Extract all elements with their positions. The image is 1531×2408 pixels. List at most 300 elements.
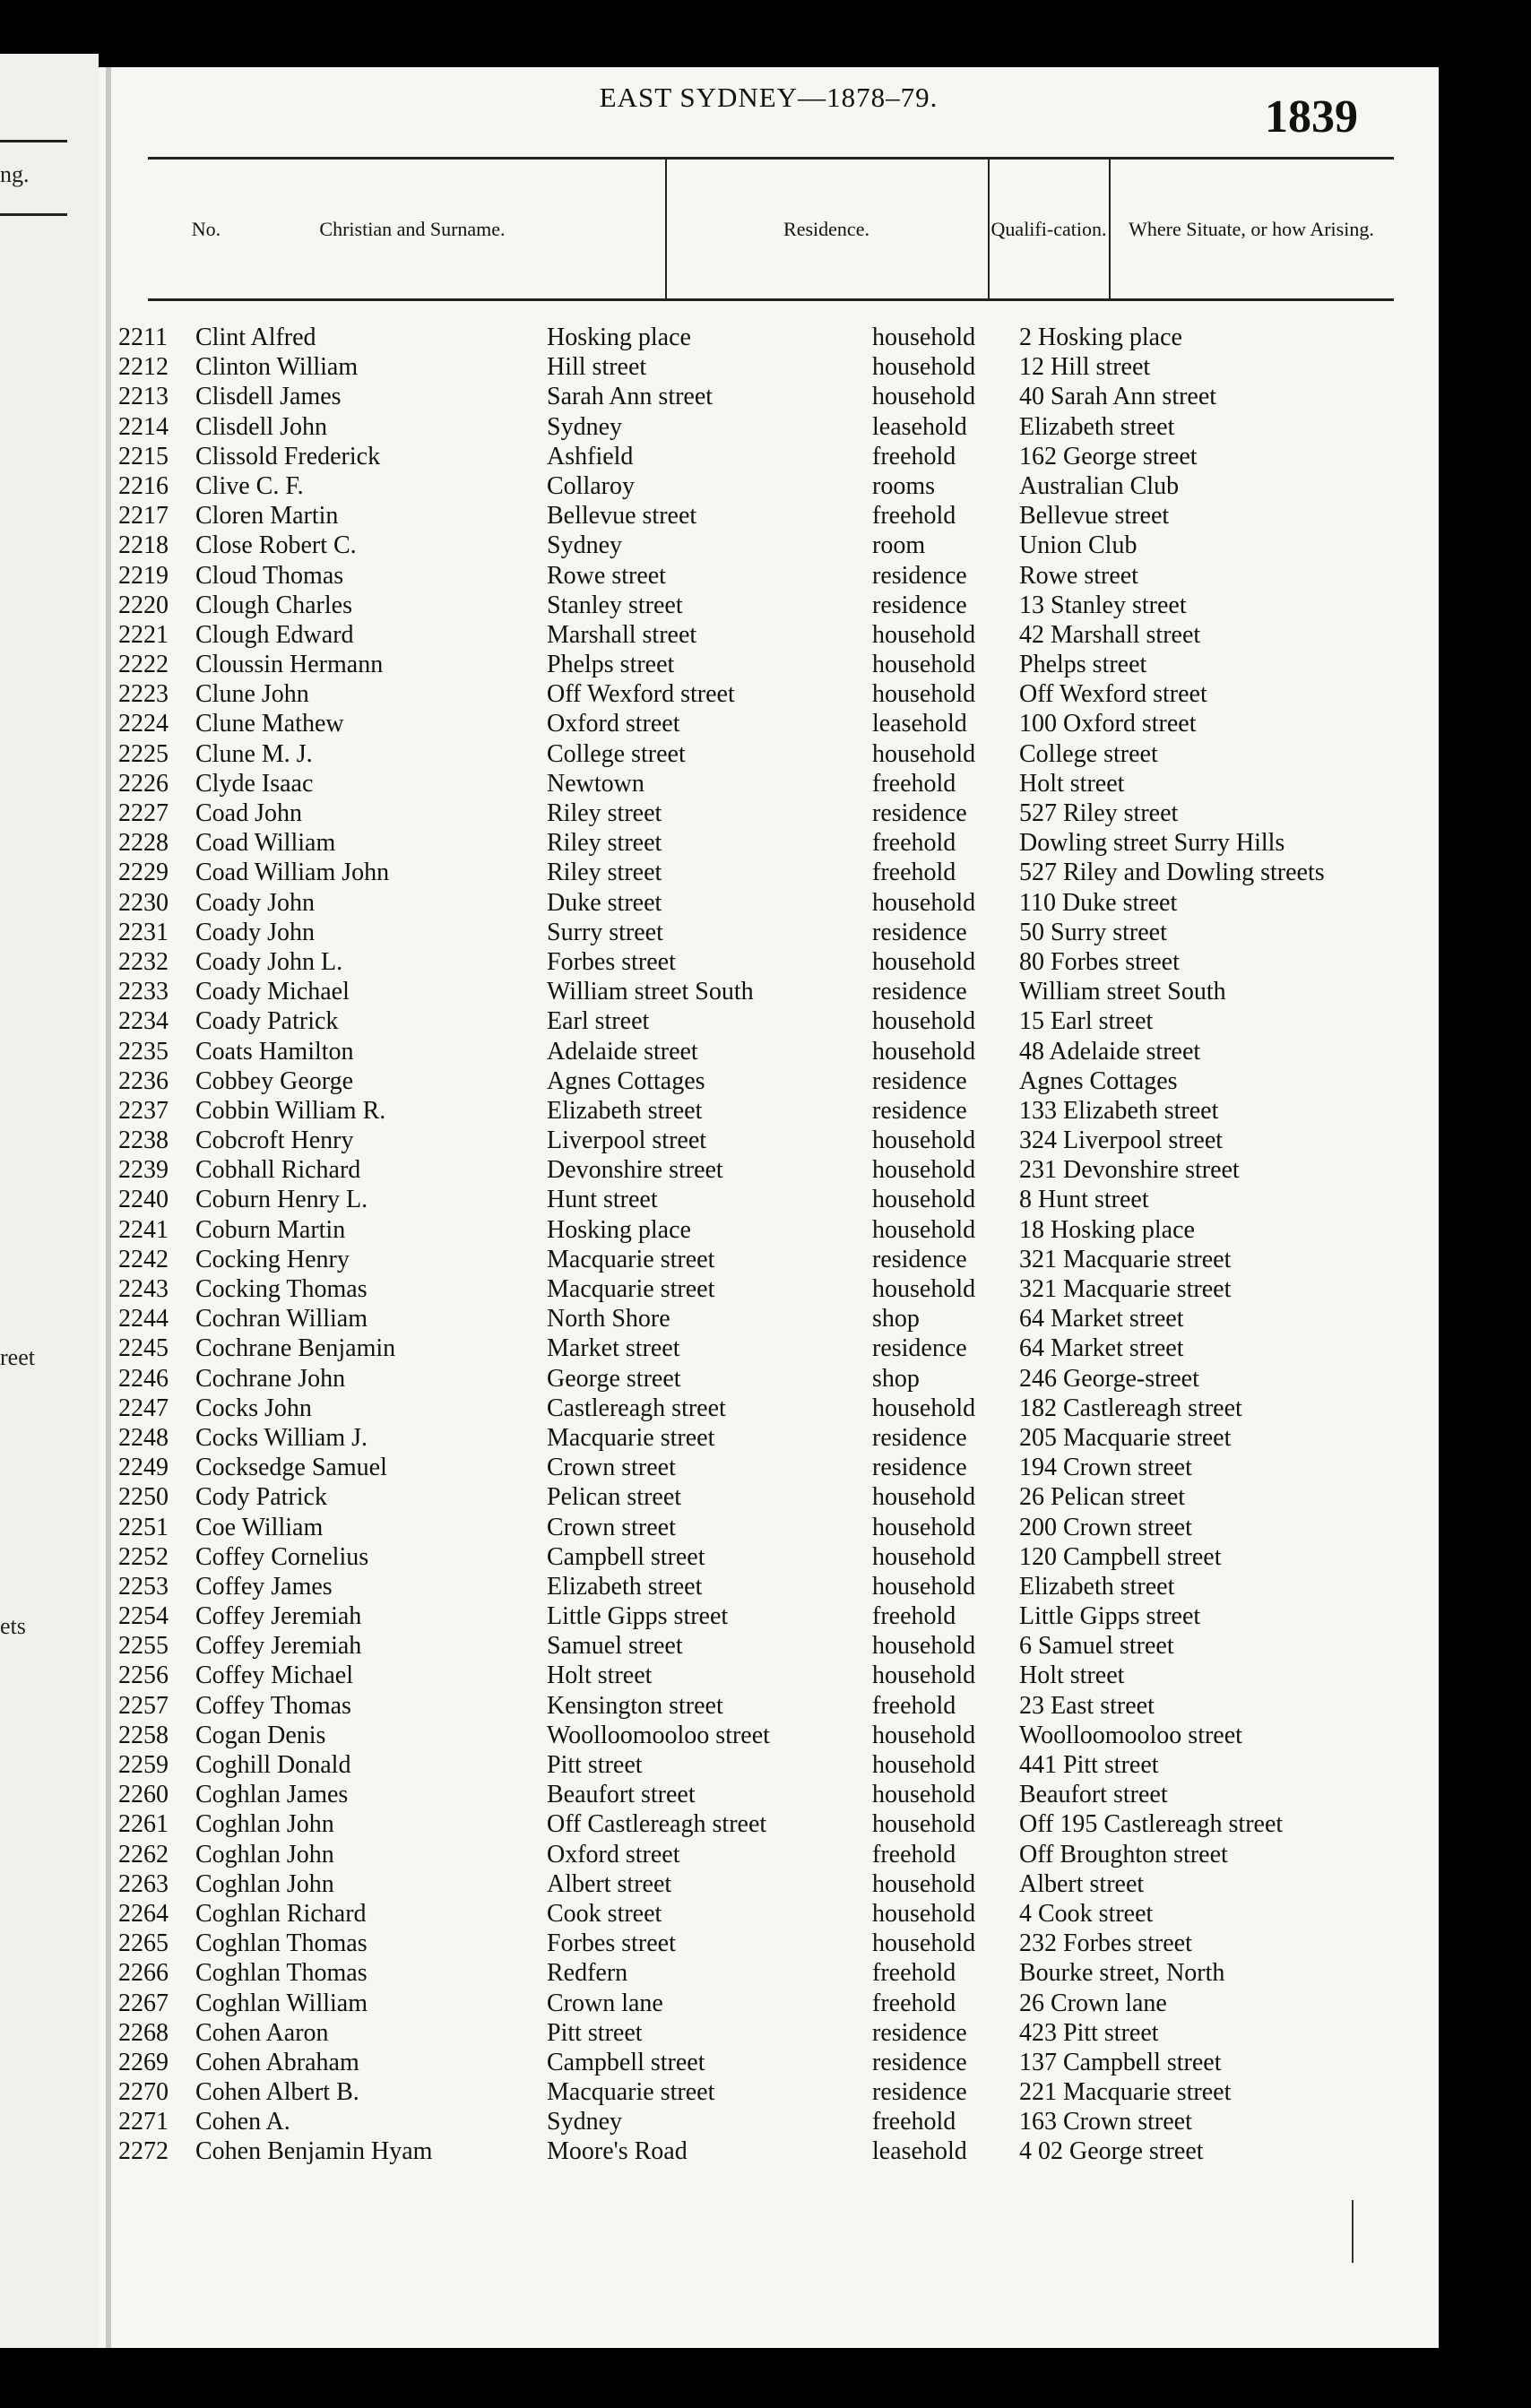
entry-number: 2225 [118,739,169,768]
table-row [99,1869,1439,1899]
entry-number: 2257 [118,1691,169,1720]
entry-name: Coad William [195,829,336,858]
table-row [99,1037,1439,1066]
table-row [99,412,1439,442]
entry-where: William street South [1019,978,1226,1006]
entry-where: 163 Crown street [1019,2108,1192,2136]
entry-number: 2211 [118,324,168,351]
entry-residence: Forbes street [547,1929,676,1958]
entry-where: 8 Hunt street [1019,1186,1149,1214]
entry-residence: Earl street [547,1007,650,1036]
entry-name: Clyde Isaac [195,769,314,798]
table-row [99,1542,1439,1572]
table-row [99,1989,1439,2018]
entry-residence: Newtown [547,769,644,798]
entry-where: 64 Market street [1019,1305,1184,1333]
entry-number: 2233 [118,978,169,1006]
entry-number: 2214 [118,412,169,441]
entry-residence: Marshall street [547,620,697,649]
entry-qualification: freehold [872,1691,956,1720]
entry-qualification: household [872,888,976,917]
table-row [99,2048,1439,2077]
entry-where: Australian Club [1019,471,1180,500]
table-row [99,1601,1439,1631]
header-qualification: Qualifi-cation. [990,217,1107,240]
entry-where: 162 George street [1019,442,1198,470]
entry-qualification: household [872,1542,976,1571]
entry-number: 2249 [118,1454,169,1482]
entry-where: 2 Hosking place [1019,324,1182,351]
entry-name: Cogan Denis [195,1721,326,1749]
entry-residence: Beaufort street [547,1781,696,1809]
entry-residence: Adelaide street [547,1037,698,1066]
entry-where: Agnes Cottages [1019,1066,1178,1095]
entry-number: 2248 [118,1423,169,1452]
entry-residence: Market street [547,1334,680,1363]
entry-qualification: residence [872,561,967,590]
entry-where: 110 Duke street [1019,888,1178,917]
entry-number: 2235 [118,1037,169,1066]
entry-number: 2215 [118,442,169,470]
entry-qualification: residence [872,1334,967,1363]
entry-qualification: residence [872,2078,967,2107]
table-row [99,858,1439,887]
entry-residence: Devonshire street [547,1156,723,1185]
entry-name: Cochran William [195,1305,368,1333]
entry-name: Coburn Martin [195,1215,346,1244]
entry-qualification: household [872,1899,976,1928]
entry-name: Cobcroft Henry [195,1126,354,1155]
entry-number: 2253 [118,1572,169,1601]
ink-mark [1352,2200,1354,2263]
table-row [99,2077,1439,2107]
entry-number: 2236 [118,1066,169,1095]
previous-page-fragment: ets [0,1613,26,1639]
entry-number: 2231 [118,918,169,946]
entry-number: 2265 [118,1929,169,1958]
entry-residence: Phelps street [547,651,675,679]
entry-residence: Redfern [547,1959,628,1988]
entry-qualification: household [872,1721,976,1749]
entry-where: 246 George-street [1019,1364,1199,1393]
entry-qualification: household [872,324,976,351]
entry-residence: Campbell street [547,2048,705,2076]
table-row [99,471,1439,501]
entry-name: Cobbin William R. [195,1096,386,1125]
table-row [99,1423,1439,1453]
entry-qualification: leasehold [872,412,967,441]
entry-name: Coats Hamilton [195,1037,354,1066]
entry-residence: Albert street [547,1869,672,1898]
entry-name: Cohen Aaron [195,2018,329,2047]
table-row [99,1840,1439,1869]
entry-name: Coghill Donald [195,1751,351,1779]
entry-qualification: household [872,947,976,976]
table-row [99,918,1439,947]
entry-qualification: room [872,531,926,560]
previous-page-rule [0,213,67,216]
entry-name: Coffey Thomas [195,1691,351,1720]
header-residence: Residence. [783,217,869,240]
entry-number: 2227 [118,799,169,827]
entry-where: 527 Riley and Dowling streets [1019,859,1325,887]
entry-name: Coghlan John [195,1869,334,1898]
table-row [99,1453,1439,1482]
page-title: EAST SYDNEY—1878–79. [599,82,938,113]
entry-qualification: freehold [872,1602,956,1631]
entry-name: Coburn Henry L. [195,1186,368,1214]
entry-name: Clissold Frederick [195,442,381,470]
entry-residence: Cook street [547,1899,662,1928]
entry-qualification: residence [872,1066,967,1095]
entry-residence: Campbell street [547,1542,705,1571]
entry-qualification: freehold [872,829,956,858]
entry-number: 2242 [118,1245,169,1273]
previous-page-fragment: reet [0,1344,35,1370]
entry-where: 324 Liverpool street [1019,1126,1224,1155]
entry-number: 2219 [118,561,169,590]
entry-number: 2260 [118,1781,169,1809]
entry-where: 80 Forbes street [1019,947,1180,976]
table-row [99,1929,1439,1958]
entry-number: 2255 [118,1632,169,1661]
entry-residence: Hunt street [547,1186,658,1214]
entry-qualification: household [872,1394,976,1422]
entry-residence: Kensington street [547,1691,723,1720]
entry-where: Woolloomooloo street [1019,1721,1242,1749]
entry-residence: Little Gipps street [547,1602,729,1631]
entry-number: 2221 [118,620,169,649]
table-row [99,1096,1439,1126]
entry-qualification: freehold [872,502,956,531]
entry-residence: College street [547,739,686,768]
entry-residence: Rowe street [547,561,666,590]
entry-qualification: residence [872,2048,967,2076]
table-row [99,1304,1439,1333]
entry-qualification: residence [872,1454,967,1482]
entry-name: Coad John [195,799,302,827]
table-row [99,501,1439,531]
entry-residence: Ashfield [547,442,634,470]
entry-residence: Macquarie street [547,2078,715,2107]
table-row [99,1245,1439,1274]
entry-qualification: household [872,383,976,411]
table-row [99,1513,1439,1542]
table-row [99,709,1439,738]
entry-where: Off Broughton street [1019,1840,1228,1869]
table-row [99,739,1439,769]
entry-number: 2268 [118,2018,169,2047]
entry-where: 182 Castlereagh street [1019,1394,1242,1422]
entry-number: 2237 [118,1096,169,1125]
entry-residence: Collaroy [547,471,635,500]
table-row [99,561,1439,591]
entry-where: Bellevue street [1019,502,1170,531]
entry-name: Cocking Henry [195,1245,350,1273]
entry-name: Coghlan Richard [195,1899,367,1928]
entry-residence: Sydney [547,2108,622,2136]
entry-where: Off Wexford street [1019,680,1207,709]
entry-number: 2259 [118,1751,169,1779]
entry-residence: Elizabeth street [547,1096,703,1125]
entry-name: Clisdell John [195,412,328,441]
entry-where: 133 Elizabeth street [1019,1096,1219,1125]
entry-qualification: household [872,680,976,709]
entry-qualification: leasehold [872,710,967,738]
table-row [99,1691,1439,1721]
entry-residence: Pitt street [547,1751,643,1779]
table-row [99,947,1439,977]
entry-number: 2247 [118,1394,169,1422]
entry-residence: Surry street [547,918,663,946]
page-number: 1839 [1265,91,1358,142]
entry-number: 2218 [118,531,169,560]
entry-qualification: freehold [872,859,956,887]
entry-number: 2244 [118,1305,169,1333]
entry-residence: Elizabeth street [547,1572,703,1601]
entry-number: 2262 [118,1840,169,1869]
entry-name: Cohen A. [195,2108,290,2136]
entry-qualification: household [872,1661,976,1690]
entry-residence: Crown street [547,1454,676,1482]
entry-name: Clisdell James [195,383,342,411]
entry-number: 2270 [118,2078,169,2107]
header-divider [988,160,990,298]
entry-name: Cohen Abraham [195,2048,359,2076]
entry-residence: Agnes Cottages [547,1066,705,1095]
entry-number: 2220 [118,591,169,619]
entry-number: 2226 [118,769,169,798]
entry-residence: Moore's Road [547,2137,688,2166]
entry-number: 2271 [118,2108,169,2136]
entry-residence: Sydney [547,412,622,441]
entry-qualification: household [872,1156,976,1185]
entry-qualification: residence [872,1096,967,1125]
previous-page-edge [0,54,99,2348]
entry-where: 321 Macquarie street [1019,1245,1232,1273]
table-row [99,1631,1439,1661]
entry-number: 2239 [118,1156,169,1185]
entry-qualification: household [872,1513,976,1541]
register-page [99,67,1439,2348]
entry-where: Elizabeth street [1019,1572,1175,1601]
entry-number: 2232 [118,947,169,976]
entry-number: 2250 [118,1483,169,1512]
entry-name: Coady John [195,888,315,917]
table-row [99,323,1439,352]
table-row [99,1333,1439,1363]
entry-name: Close Robert C. [195,531,357,560]
entry-qualification: residence [872,978,967,1006]
entry-where: Bourke street, North [1019,1959,1225,1988]
entry-where: 15 Earl street [1019,1007,1154,1036]
entry-where: Union Club [1019,531,1137,560]
entry-name: Coghlan John [195,1810,334,1839]
table-row [99,1572,1439,1601]
entry-number: 2266 [118,1959,169,1988]
table-row [99,382,1439,411]
entry-where: Holt street [1019,1661,1125,1690]
entry-number: 2272 [118,2137,169,2166]
table-row [99,679,1439,709]
entry-where: 221 Macquarie street [1019,2078,1232,2107]
entry-where: 205 Macquarie street [1019,1423,1232,1452]
entry-residence: Sarah Ann street [547,383,714,411]
entry-name: Cochrane Benjamin [195,1334,396,1363]
previous-page-fragment: ng. [0,161,30,187]
table-row [99,798,1439,828]
entry-name: Coghlan William [195,1989,368,2017]
entry-name: Coffey Jeremiah [195,1632,362,1661]
table-row [99,1750,1439,1780]
entry-where: 100 Oxford street [1019,710,1197,738]
entry-qualification: household [872,1215,976,1244]
entry-residence: North Shore [547,1305,670,1333]
entry-residence: William street South [547,978,754,1006]
entry-qualification: household [872,1483,976,1512]
entry-qualification: household [872,1275,976,1303]
table-row [99,1809,1439,1839]
entry-qualification: household [872,651,976,679]
entry-qualification: freehold [872,2108,956,2136]
entry-qualification: household [872,1126,976,1155]
entry-where: Rowe street [1019,561,1138,590]
entry-qualification: freehold [872,1959,956,1988]
entry-residence: Holt street [547,1661,653,1690]
entry-residence: George street [547,1364,681,1393]
entry-qualification: household [872,1781,976,1809]
table-row [99,1126,1439,1155]
entry-qualification: rooms [872,471,935,500]
entry-where: Beaufort street [1019,1781,1168,1809]
entry-name: Cloren Martin [195,502,339,531]
table-row [99,1185,1439,1214]
entry-qualification: household [872,1007,976,1036]
entry-where: 13 Stanley street [1019,591,1187,619]
entry-name: Coffey James [195,1572,333,1601]
entry-name: Cohen Benjamin Hyam [195,2137,433,2166]
entry-name: Cochrane John [195,1364,346,1393]
table-row [99,828,1439,858]
entry-where: 50 Surry street [1019,918,1167,946]
table-row [99,1394,1439,1423]
entry-residence: Hosking place [547,324,691,351]
entry-qualification: residence [872,918,967,946]
entry-residence: Crown street [547,1513,676,1541]
entry-name: Coady Michael [195,978,350,1006]
entry-number: 2261 [118,1810,169,1839]
entry-name: Cocksedge Samuel [195,1454,387,1482]
table-row [99,1155,1439,1185]
entry-name: Coghlan James [195,1781,349,1809]
table-row [99,1721,1439,1750]
entry-where: 321 Macquarie street [1019,1275,1232,1303]
entry-qualification: residence [872,799,967,827]
entry-name: Clune John [195,680,309,709]
entry-where: 441 Pitt street [1019,1751,1159,1779]
entry-name: Clinton William [195,353,359,382]
entry-where: Little Gipps street [1019,1602,1201,1631]
entry-where: 40 Sarah Ann street [1019,383,1217,411]
table-row [99,1661,1439,1690]
entry-where: 26 Crown lane [1019,1989,1167,2017]
table-row [99,2136,1439,2166]
entry-number: 2229 [118,859,169,887]
entry-name: Clune M. J. [195,739,313,768]
entry-residence: Riley street [547,799,662,827]
entry-number: 2213 [118,383,169,411]
entry-where: 232 Forbes street [1019,1929,1192,1958]
entry-number: 2217 [118,502,169,531]
header-where: Where Situate, or how Arising. [1129,217,1374,240]
entry-name: Clough Edward [195,620,354,649]
previous-page-rule [0,140,67,142]
entry-qualification: household [872,739,976,768]
entry-qualification: residence [872,2018,967,2047]
entry-qualification: shop [872,1305,920,1333]
entry-number: 2267 [118,1989,169,2017]
entry-number: 2216 [118,471,169,500]
entry-where: 48 Adelaide street [1019,1037,1201,1066]
entry-name: Coffey Jeremiah [195,1602,362,1631]
table-row [99,1899,1439,1929]
entry-where: 6 Samuel street [1019,1632,1174,1661]
table-row [99,2018,1439,2048]
entry-number: 2263 [118,1869,169,1898]
entry-name: Cohen Albert B. [195,2078,359,2107]
entry-qualification: freehold [872,442,956,470]
entry-residence: Sydney [547,531,622,560]
table-row [99,769,1439,798]
entry-where: 18 Hosking place [1019,1215,1195,1244]
entry-name: Coghlan John [195,1840,334,1869]
entry-number: 2252 [118,1542,169,1571]
entry-number: 2241 [118,1215,169,1244]
entry-name: Clough Charles [195,591,352,619]
table-row [99,1066,1439,1096]
entry-qualification: residence [872,1245,967,1273]
entry-residence: Stanley street [547,591,683,619]
entry-where: 120 Campbell street [1019,1542,1222,1571]
register-rows [99,323,1439,2167]
entry-where: 4 Cook street [1019,1899,1154,1928]
entry-where: Albert street [1019,1869,1145,1898]
entry-where: 4 02 George street [1019,2137,1204,2166]
entry-name: Coady John [195,918,315,946]
table-row [99,442,1439,471]
entry-residence: Off Castlereagh street [547,1810,767,1839]
header-no: No. [191,217,221,240]
entry-where: Dowling street Surry Hills [1019,829,1285,858]
table-row [99,352,1439,382]
entry-where: 200 Crown street [1019,1513,1192,1541]
entry-name: Coghlan Thomas [195,1959,368,1988]
entry-qualification: household [872,1810,976,1839]
entry-residence: Hosking place [547,1215,691,1244]
entry-residence: Macquarie street [547,1275,715,1303]
entry-where: Elizabeth street [1019,412,1175,441]
table-row [99,1780,1439,1809]
entry-number: 2212 [118,353,169,382]
entry-where: 137 Campbell street [1019,2048,1222,2076]
table-row [99,1364,1439,1394]
entry-name: Cody Patrick [195,1483,327,1512]
header-name: Christian and Surname. [319,217,506,240]
entry-residence: Oxford street [547,1840,680,1869]
entry-residence: Duke street [547,888,662,917]
entry-name: Clint Alfred [195,324,316,351]
entry-number: 2243 [118,1275,169,1303]
